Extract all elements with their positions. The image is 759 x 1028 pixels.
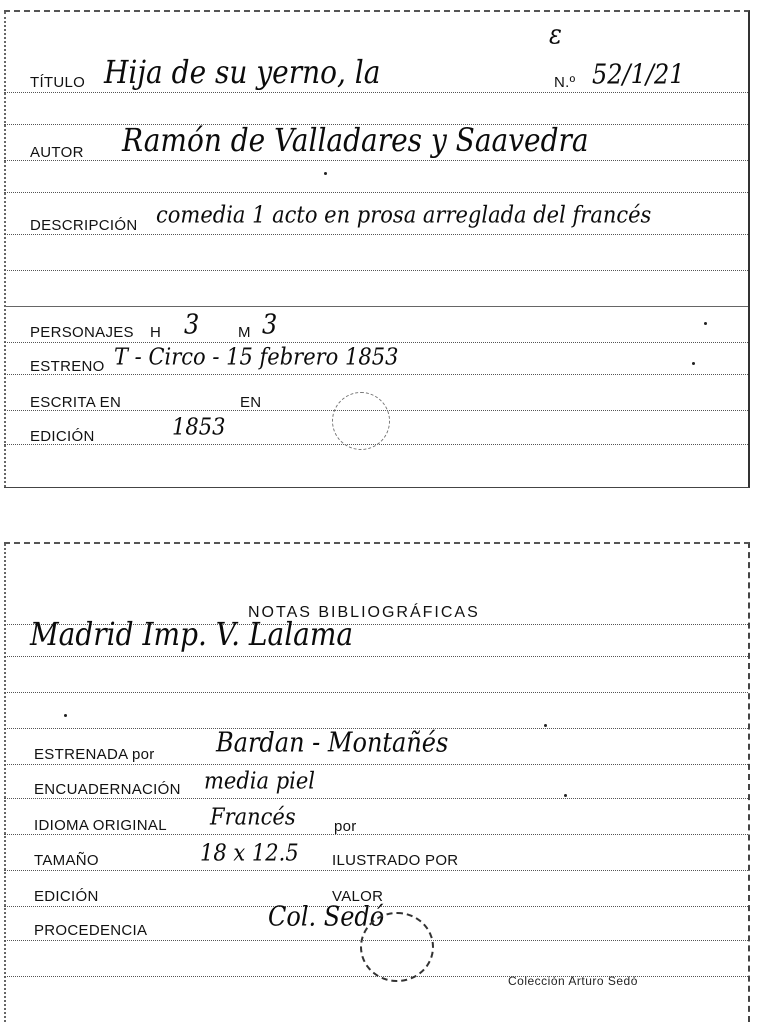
estrenada-label: ESTRENADA por xyxy=(34,746,155,763)
estreno-value: T - Circo - 15 febrero 1853 xyxy=(114,343,399,370)
m-value: 3 xyxy=(262,308,278,340)
tamano-label: TAMAÑO xyxy=(34,852,99,869)
card-edge xyxy=(4,544,12,1022)
faded-stamp xyxy=(332,392,390,450)
library-stamp xyxy=(360,912,434,982)
speck xyxy=(704,322,707,325)
encuadernacion-value: media piel xyxy=(204,767,315,794)
card-edge xyxy=(4,12,12,487)
speck xyxy=(544,724,547,727)
edicion-value: 1853 xyxy=(172,413,226,440)
en-label: EN xyxy=(240,394,262,411)
procedencia-label: PROCEDENCIA xyxy=(34,922,148,939)
valor-label: VALOR xyxy=(332,888,384,905)
h-value: 3 xyxy=(184,308,200,340)
descripcion-label: DESCRIPCIÓN xyxy=(30,217,138,234)
tamano-value: 18 x 12.5 xyxy=(200,839,299,866)
notas-heading: NOTAS BIBLIOGRÁFICAS xyxy=(248,604,480,621)
corner-mark: ε xyxy=(549,18,562,50)
autor-value: Ramón de Valladares y Saavedra xyxy=(122,122,589,159)
divider-rule xyxy=(4,306,748,307)
numero-value: 52/1/21 xyxy=(592,58,685,90)
descripcion-rule xyxy=(4,234,748,235)
idioma-rule xyxy=(4,834,748,835)
ilustrado-label: ILUSTRADO POR xyxy=(332,852,459,869)
titulo-label: TÍTULO xyxy=(30,74,86,91)
titulo-value: Hija de su yerno, la xyxy=(104,54,381,91)
procedencia-value: Col. Sedó xyxy=(268,900,385,932)
speck xyxy=(692,362,695,365)
tamano-rule xyxy=(4,870,748,871)
autor-rule xyxy=(4,160,748,161)
descripcion-value: comedia 1 acto en prosa arreglada del francés xyxy=(156,201,652,228)
notas-value: Madrid Imp. V. Lalama xyxy=(30,616,354,653)
encuadernacion-label: ENCUADERNACIÓN xyxy=(34,781,181,798)
estreno-rule xyxy=(4,374,748,375)
escrita-label: ESCRITA EN xyxy=(30,394,122,411)
catalog-card-back xyxy=(4,542,750,1022)
estrenada-value: Bardan - Montañés xyxy=(216,726,449,758)
notas-rule-3 xyxy=(4,692,748,693)
edicion-label: EDICIÓN xyxy=(34,888,99,905)
idioma-label: IDIOMA ORIGINAL xyxy=(34,817,167,834)
estreno-label: ESTRENO xyxy=(30,358,105,375)
blank-rule-3 xyxy=(4,270,748,271)
estrenada-rule xyxy=(4,764,748,765)
idioma-value: Francés xyxy=(210,803,296,830)
por-label: por xyxy=(334,818,357,835)
m-label: M xyxy=(238,324,251,341)
autor-label: AUTOR xyxy=(30,144,84,161)
catalog-card-front xyxy=(4,10,750,488)
titulo-rule xyxy=(4,92,748,93)
personajes-label: PERSONAJES xyxy=(30,324,134,341)
numero-label: N.º xyxy=(554,74,576,91)
notas-rule-2 xyxy=(4,656,748,657)
h-label: H xyxy=(150,324,162,341)
collection-credit: Colección Arturo Sedó xyxy=(508,974,638,988)
edicion-label: EDICIÓN xyxy=(30,428,95,445)
encuadernacion-rule xyxy=(4,798,748,799)
speck xyxy=(324,172,327,175)
speck xyxy=(564,794,567,797)
speck xyxy=(64,714,67,717)
blank-rule-2 xyxy=(4,192,748,193)
